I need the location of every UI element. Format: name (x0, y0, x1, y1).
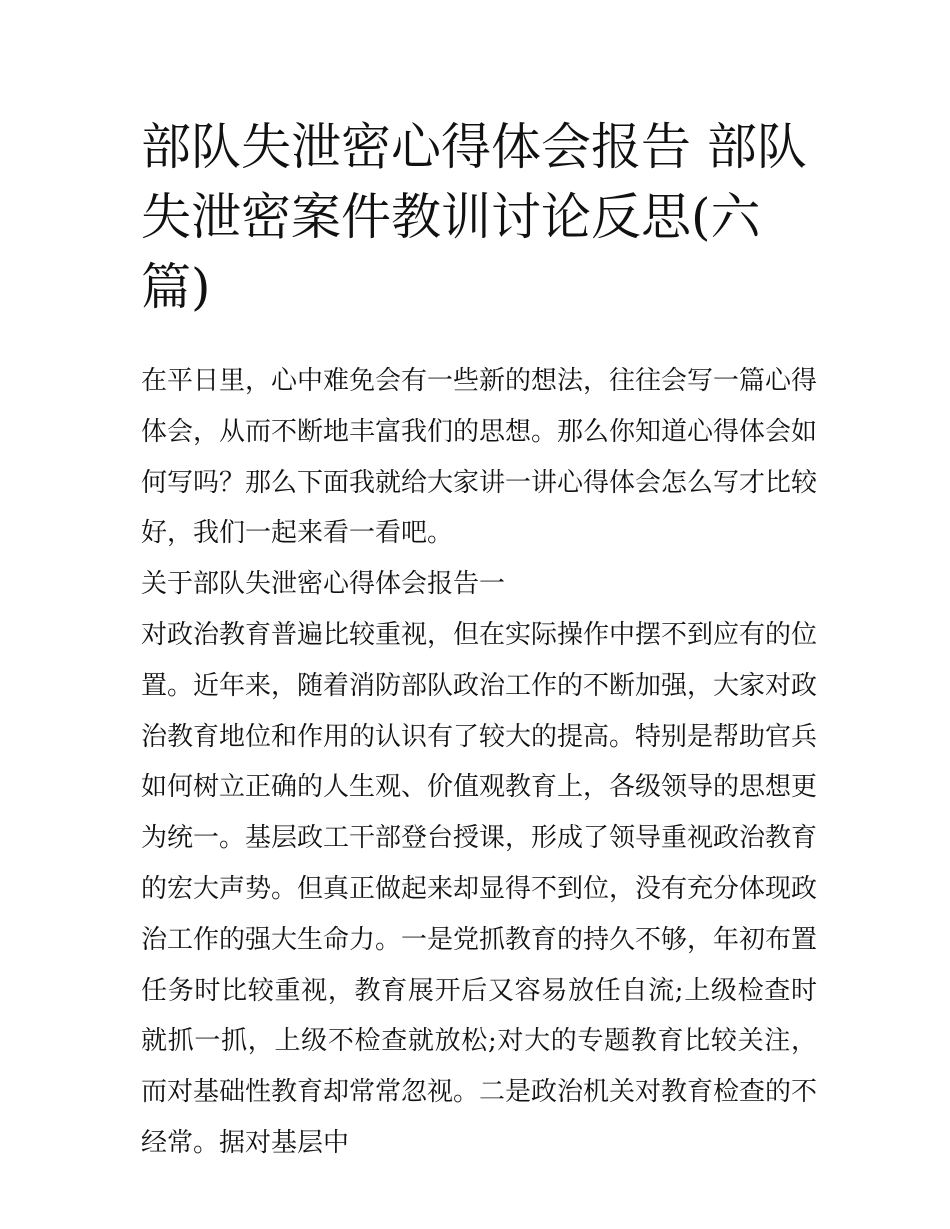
section-paragraph: 对政治教育普遍比较重视，但在实际操作中摆不到应有的位置。近年来，随着消防部队政治工作的不断加强，大家对政治教育地位和作用的认识有了较大的提高。特别是帮助官兵如何树立正确的人生观、价值观教育上，各级领导的思想更为统一。基层政工干部登台授课，形成了领导重视政治教育的宏大声势。但真正做起来却显得不到位，没有充分体现政治工作的强大生命力。一是党抓教育的持久不够，年初布置任务时比较重视，教育展开后又容易放任自流;上级检查时就抓一抓，上级不检查就放松;对大的专题教育比较关注，而对基础性教育却常常忽视。二是政治机关对教育检查的不经常。据对基层中 (141, 619, 818, 1158)
document-body (141, 356, 817, 1169)
intro-paragraph: 在平日里，心中难免会有一些新的想法，往往会写一篇心得体会，从而不断地丰富我们的思想。那么你知道心得体会如何写吗？那么下面我就给大家讲一讲心得体会怎么写才比较好，我们一起来看一看吧。 (141, 366, 818, 549)
section-heading: 关于部队失泄密心得体会报告一 (141, 569, 506, 600)
document-title: 部队失泄密心得体会报告 部队失泄密案件教训讨论反思(六篇) (141, 118, 807, 316)
